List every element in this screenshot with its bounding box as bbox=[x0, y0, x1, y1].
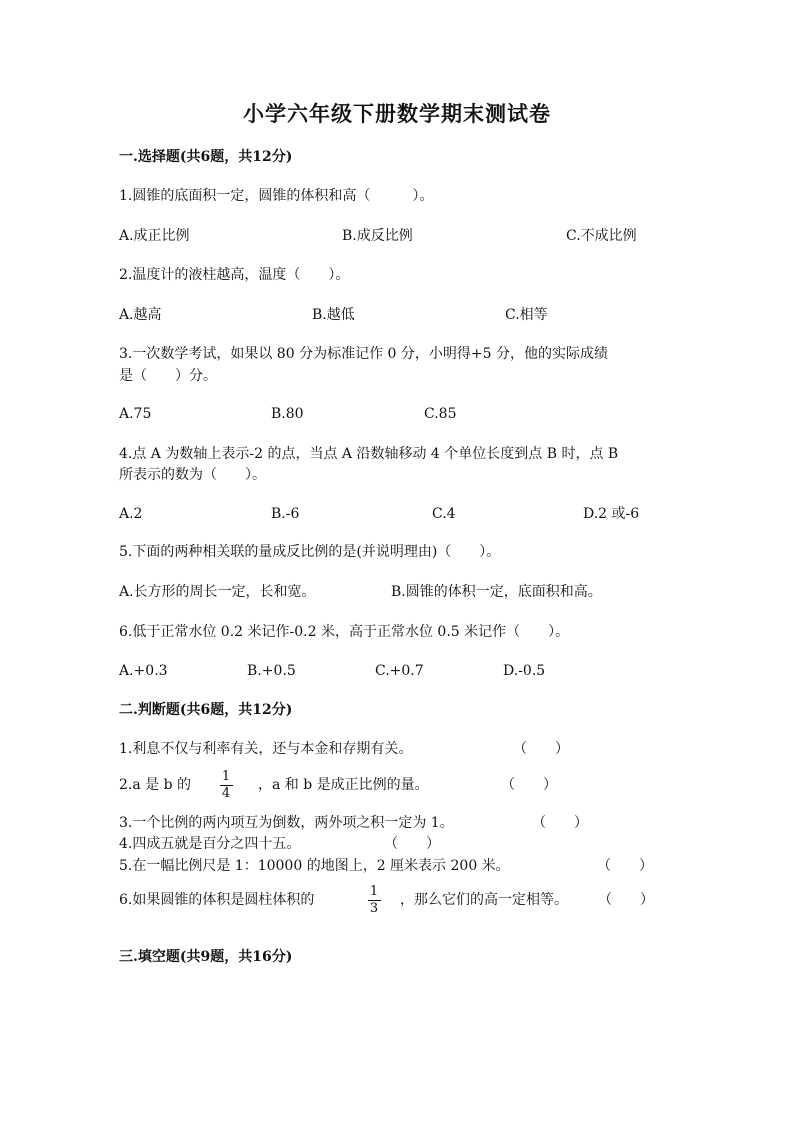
q5-option-a: A.长方形的周长一定，长和宽。 bbox=[119, 584, 316, 600]
q6-option-a: A.+0.3 bbox=[119, 663, 168, 679]
fraction-denominator: 3 bbox=[369, 901, 379, 916]
q3-option-a: A.75 bbox=[119, 406, 152, 422]
q6-option-c: C.+0.7 bbox=[375, 663, 424, 679]
section-heading-judge: 二.判断题(共6题，共12分) bbox=[119, 702, 293, 718]
judge-6-answer-paren: （ ） bbox=[598, 892, 654, 908]
judge-1: 1.利息不仅与利率有关，还与本金和存期有关。 bbox=[119, 741, 413, 757]
q2-option-c: C.相等 bbox=[505, 307, 548, 323]
q1-option-c: C.不成比例 bbox=[566, 228, 637, 244]
q4-option-d: D.2 或-6 bbox=[583, 506, 640, 522]
judge-2-suffix: ，a 和 b 是成正比例的量。 bbox=[258, 777, 429, 793]
question-5: 5.下面的两种相关联的量成反比例的是(并说明理由)（ ）。 bbox=[119, 544, 501, 560]
judge-6-suffix: ，那么它们的高一定相等。 bbox=[400, 892, 568, 908]
judge-4: 4.四成五就是百分之四十五。 bbox=[119, 836, 301, 852]
fraction-numerator: 1 bbox=[369, 884, 379, 899]
judge-3: 3.一个比例的两内项互为倒数，两外项之积一定为 1。 bbox=[119, 815, 454, 831]
q2-option-b: B.越低 bbox=[312, 307, 355, 323]
q4-option-c: C.4 bbox=[432, 506, 456, 522]
judge-2-answer-paren: （ ） bbox=[501, 777, 557, 793]
judge-3-answer-paren: （ ） bbox=[532, 815, 588, 831]
q4-option-a: A.2 bbox=[119, 506, 143, 522]
judge-4-answer-paren: （ ） bbox=[384, 836, 440, 852]
q4-option-b: B.-6 bbox=[271, 506, 300, 522]
q3-option-c: C.85 bbox=[424, 406, 457, 422]
question-3-line2: 是（ ）分。 bbox=[119, 368, 217, 384]
q6-option-d: D.-0.5 bbox=[503, 663, 546, 679]
q3-option-b: B.80 bbox=[271, 406, 304, 422]
judge-6-prefix: 6.如果圆锥的体积是圆柱体积的 bbox=[119, 892, 315, 908]
question-2: 2.温度计的液柱越高，温度（ ）。 bbox=[119, 267, 350, 283]
judge-5: 5.在一幅比例尺是 1：10000 的地图上，2 厘米表示 200 米。 bbox=[119, 858, 510, 874]
section-heading-fill: 三.填空题(共9题，共16分) bbox=[119, 949, 293, 965]
question-4-line2: 所表示的数为（ ）。 bbox=[119, 467, 266, 483]
page-title: 小学六年级下册数学期末测试卷 bbox=[243, 101, 551, 126]
judge-2-prefix: 2.a 是 b 的 bbox=[119, 777, 192, 793]
q2-option-a: A.越高 bbox=[119, 307, 162, 323]
q1-option-a: A.成正比例 bbox=[119, 228, 190, 244]
fraction-numerator: 1 bbox=[221, 769, 231, 784]
question-6: 6.低于正常水位 0.2 米记作-0.2 米，高于正常水位 0.5 米记作（ ）。 bbox=[119, 624, 570, 640]
fraction-denominator: 4 bbox=[221, 786, 231, 801]
judge-1-answer-paren: （ ） bbox=[513, 741, 569, 757]
section-heading-choice: 一.选择题(共6题，共12分) bbox=[119, 149, 293, 165]
judge-5-answer-paren: （ ） bbox=[597, 858, 653, 874]
q6-option-b: B.+0.5 bbox=[247, 663, 296, 679]
question-4-line1: 4.点 A 为数轴上表示-2 的点，当点 A 沿数轴移动 4 个单位长度到点 B 时，点 B bbox=[119, 446, 619, 462]
fraction-one-third bbox=[367, 885, 381, 916]
q1-option-b: B.成反比例 bbox=[342, 228, 413, 244]
fraction-one-quarter bbox=[219, 770, 233, 801]
question-1: 1.圆锥的底面积一定，圆锥的体积和高（ ）。 bbox=[119, 188, 434, 204]
question-3-line1: 3.一次数学考试，如果以 80 分为标准记作 0 分，小明得+5 分，他的实际成绩 bbox=[119, 346, 608, 362]
q5-option-b: B.圆锥的体积一定，底面积和高。 bbox=[391, 584, 602, 600]
